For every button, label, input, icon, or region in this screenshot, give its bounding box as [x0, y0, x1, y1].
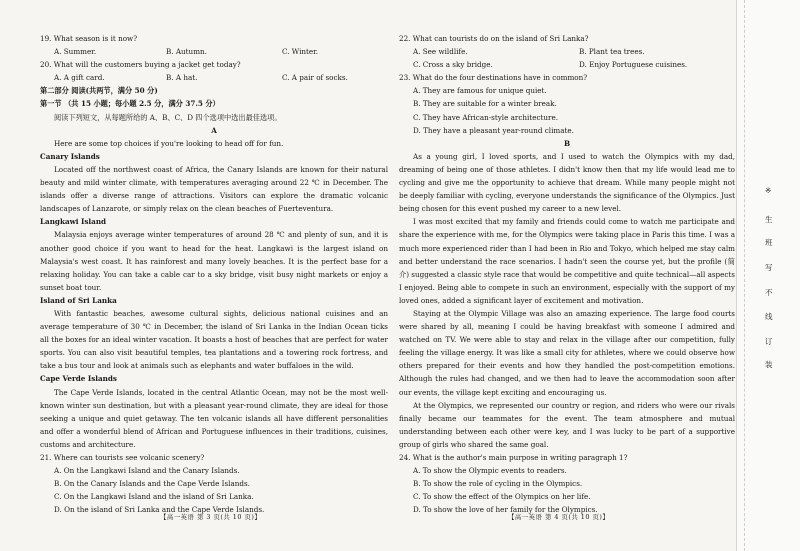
- option: A. They are famous for unique quiet.: [413, 86, 547, 96]
- section-1-title: 第一节 （共 15 小题；每小题 2.5 分，满分 37.5 分）: [40, 99, 220, 109]
- question-22: 22. What can tourists do on the island of Sri Lanka?: [399, 34, 589, 43]
- passage-a-label: A: [211, 125, 217, 135]
- capeverde-text: The Cape Verde Islands, located in the central Atlantic Ocean, may not be the most well-known winter sun destination, but with a pleasant year-round climate, they are ideal for those seeking a unique and quiet getaway. The ten volcanic islands all have different personalities and offer a wonderful blend of African and Portuguese influences in their traditions, cuisines, customs and architecture.: [40, 387, 388, 449]
- option: C. Cross a sky bridge.: [413, 60, 493, 70]
- section-1-instructions: 阅读下列短文，从每题所给的 A、B、C、D 四个选项中选出最佳选项。: [54, 112, 282, 122]
- srilanka-text: With fantastic beaches, awesome cultural sights, delicious national cuisines and an average temperature of 30 ℃ in December, the island of Sri Lanka in the Indian Ocean ticks all the boxes for an ideal winter vacation. It boasts a host of beaches that are perfect for water sports. You can also visit beautiful temples, tea plantations and a towering rock fortress, and take a bus tour and look at animals such as elephants and water buffaloes in the wild.: [40, 308, 388, 371]
- question-20: 20. What will the customers buying a jacket get today?: [40, 60, 241, 70]
- passage-intro: Here are some top choices if you're looking to head off for fun.: [54, 138, 284, 148]
- binding-char: 班: [765, 238, 773, 247]
- langkawi-text: Malaysia enjoys average winter temperatures of around 28 ℃ and plenty of sun, and it is another good choice if you want to head for the heat. Langkawi is the largest island on Malaysia's west coast. It has rainforest and many lovely beaches. It is the perfect base for a relaxing holiday. You can take a cable car to a sky bridge, visit busy night markets or enjoy a sunset boat tour.: [40, 230, 388, 292]
- binding-char: 写: [765, 263, 773, 272]
- option: B. On the Canary Islands and the Cape Verde Islands.: [54, 479, 250, 489]
- option: B. To show the role of cycling in the Olympics.: [413, 479, 583, 489]
- option: D. To show the love of her family for the Olympics.: [413, 505, 598, 515]
- page-footer-right: 【高一英语 第 4 页(共 10 页)】: [508, 513, 610, 521]
- binding-line: [744, 0, 746, 551]
- option: C. A pair of socks.: [282, 73, 348, 83]
- binding-char: 不: [765, 288, 773, 297]
- question-20-options: [40, 71, 388, 84]
- option: B. They are suitable for a winter break.: [413, 99, 557, 109]
- option: B. A hat.: [166, 73, 198, 83]
- binding-char: 线: [765, 312, 773, 321]
- passage-b-label: B: [563, 138, 571, 148]
- option: A. A gift card.: [54, 73, 105, 83]
- option: A. To show the Olympic events to readers.: [413, 466, 567, 476]
- question-19-options: [40, 45, 388, 58]
- option: A. See wildlife.: [413, 47, 468, 57]
- left-column: [40, 32, 388, 516]
- option: B. Autumn.: [166, 47, 207, 57]
- option: C. They have African-style architecture.: [413, 112, 558, 122]
- option: A. On the Langkawi Island and the Canary Islands.: [54, 466, 240, 476]
- option: D. Enjoy Portuguese cuisines.: [579, 60, 688, 70]
- part-2-title: 第二部分 阅读(共两节，满分 50 分): [40, 86, 158, 96]
- srilanka-title: Island of Sri Lanka: [40, 295, 117, 305]
- question-19: 19. What season is it now?: [40, 34, 138, 43]
- passage-b-paragraph-2: I was most excited that my family and friends could come to watch me participate and share the experience with me, for the Olympics were taking place in Paris this time. I was a much more experienced rider than I had been in Rio and Tokyo, which helped me stay calm and better understand the race scenarios. I hadn't seen the course yet, but the profile (简介) suggested a classic style race that would be competitive and quite technical—all aspects I enjoyed. Being able to compete in such an environment, especially with the support of my loved ones, added a significant layer of excitement and motivation.: [399, 217, 735, 305]
- passage-b-paragraph-4: At the Olympics, we represented our country or region, and riders who were our rivals finally became our teammates for the event. The team atmosphere and mutual understanding between each other were key, and I was lucky to be part of a supportive group of girls who shared the same goal.: [399, 400, 735, 449]
- right-column: [399, 32, 735, 516]
- capeverde-title: Cape Verde Islands: [40, 374, 117, 384]
- langkawi-title: Langkawi Island: [40, 217, 107, 227]
- option: D. They have a pleasant year-round climate.: [413, 125, 574, 135]
- question-21: 21. Where can tourists see volcanic scenery?: [40, 453, 205, 462]
- question-22-options-row-2: [399, 58, 735, 71]
- binding-char: 生: [765, 215, 773, 224]
- option: C. Winter.: [282, 47, 319, 57]
- question-23: 23. What do the four destinations have in common?: [399, 73, 588, 83]
- binding-char: 装: [765, 360, 773, 369]
- option: C. On the Langkawi Island and the island of Sri Lanka.: [54, 492, 254, 502]
- option: B. Plant tea trees.: [579, 47, 645, 57]
- question-22-options-row-1: [399, 45, 735, 58]
- question-24: 24. What is the author's main purpose in writing paragraph 1?: [399, 453, 628, 462]
- passage-b-paragraph-3: Staying at the Olympic Village was also an amazing experience. The large food courts were shared by all, meaning I could be having breakfast with someone I admired and watched on TV. We were able to stay and relax in the village after our competition, fully feeling the village energy. It was like a small city for athletes, where we could observe how others prepared for their events and how they handled the post-competition emotions. Although the rules had changed, and we then had to leave the accommodation soon after our events, the village kept exciting and encouraging us.: [399, 308, 735, 397]
- canary-title: Canary Islands: [40, 151, 100, 161]
- option: C. To show the effect of the Olympics on her life.: [413, 492, 591, 502]
- canary-text: Located off the northwest coast of Africa, the Canary Islands are known for their natural beauty and mild winter climate, with temperatures averaging around 22 ℃ in December. The islands offer a diverse range of attractions. Visitors can explore the dramatic volcanic landscapes of Lanzarote, or simply relax on the clean beaches of Fuerteventura.: [40, 164, 388, 214]
- option: A. Summer.: [54, 47, 97, 57]
- page-footer-left: 【高一英语 第 3 页(共 10 页)】: [160, 513, 262, 521]
- passage-b-paragraph-1: As a young girl, I loved sports, and I used to watch the Olympics with my dad, dreaming of being one of those athletes. I didn't know then that my life would lead me to cycling and give me the opportunity to achieve that dream. While many people might not be deeply familiar with cycling, everyone understands the significance of the Olympics. Just being chosen for this event pushed my career to a new level.: [399, 151, 735, 214]
- option: D. On the island of Sri Lanka and the Cape Verde Islands.: [54, 505, 265, 515]
- binding-char: ※: [765, 186, 772, 195]
- binding-char: 订: [765, 337, 773, 346]
